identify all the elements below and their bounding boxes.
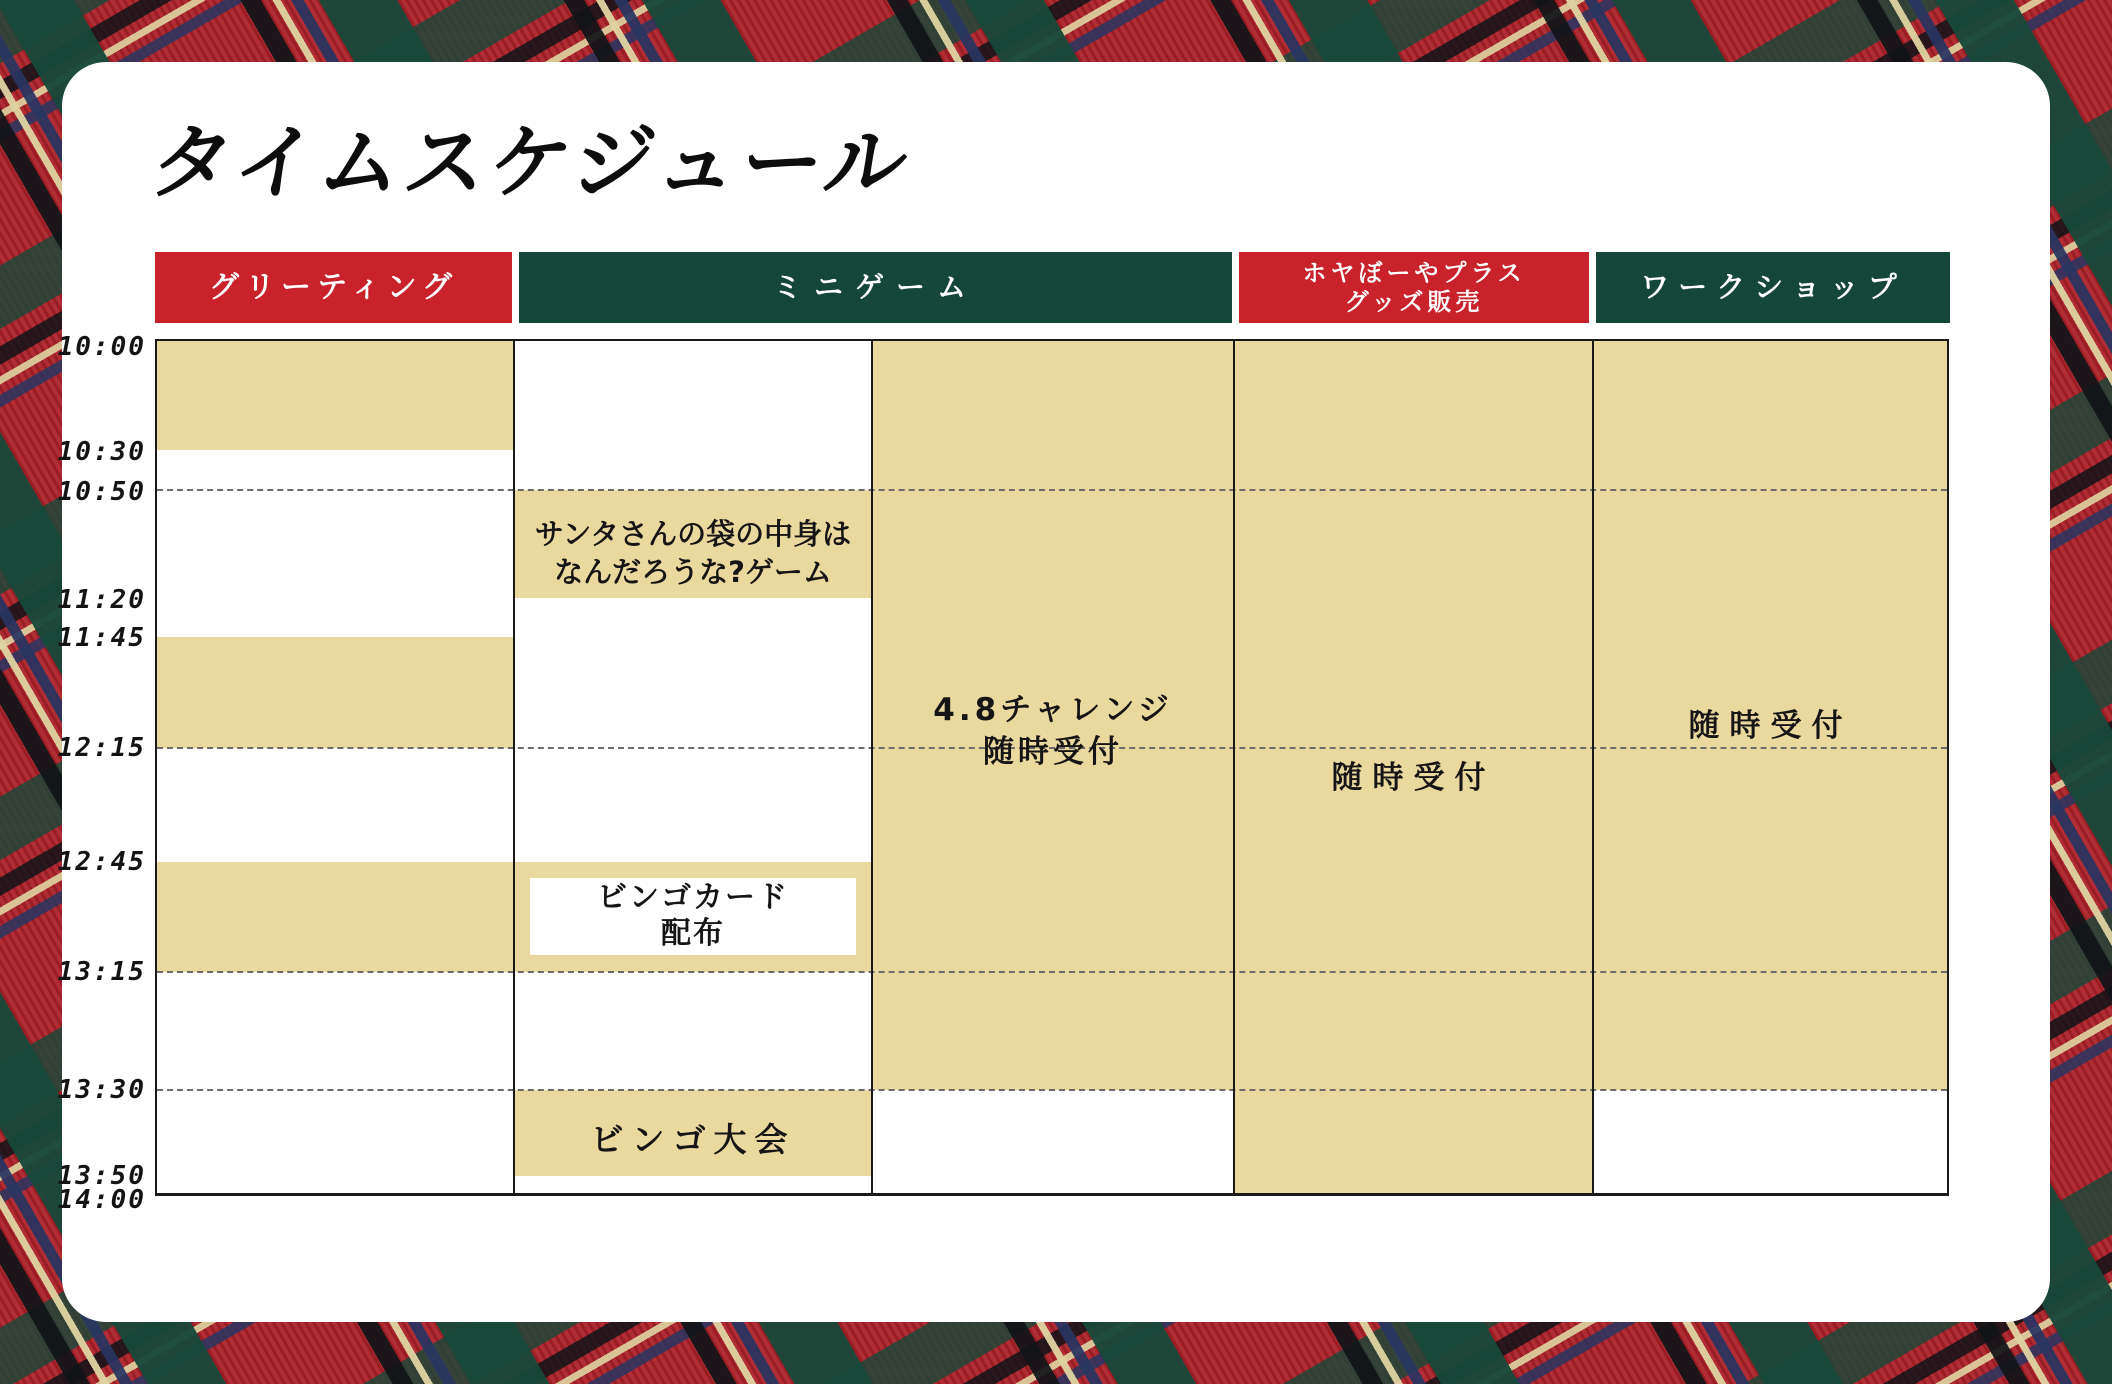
time-label-1050: 10:50 [57, 477, 146, 507]
table-bottom-border [155, 1193, 1949, 1196]
table-top-border [155, 339, 1949, 341]
event-challenge [873, 690, 1233, 774]
greeting-slot-1145-1215 [157, 637, 513, 748]
page-title: タイムスケジュール [144, 116, 917, 211]
gridline-dashed-1050 [157, 489, 1947, 491]
time-label-1245: 12:45 [57, 847, 146, 877]
event-bingo-card [530, 880, 856, 952]
column-header-workshop-label: ワークショップ [1640, 270, 1906, 305]
event-challenge-line2: 随時受付 [983, 733, 1123, 770]
time-label-1030: 10:30 [57, 437, 146, 467]
table-right-border [1947, 339, 1949, 1196]
column-divider-4 [1592, 339, 1594, 1196]
gridline-dashed-1315 [157, 971, 1947, 973]
column-header-goods-line1: ホヤぼーやプラス [1302, 258, 1526, 287]
column-header-minigame [519, 252, 1232, 323]
time-label-1145: 11:45 [57, 623, 146, 653]
event-goods-reception: 随時受付 [1331, 760, 1496, 796]
event-workshop-reception: 随時受付 [1688, 708, 1853, 744]
column-header-greeting [155, 252, 512, 323]
time-label-1215: 12:15 [57, 733, 146, 763]
event-bingo-card-line1: ビンゴカード [597, 880, 789, 915]
event-santa-game-line1: サンタさんの袋の中身は [534, 517, 852, 551]
column-divider-1 [513, 339, 515, 1196]
event-santa-game-line2: なんだろうな?ゲーム [554, 554, 832, 589]
column-header-minigame-label: ミニゲーム [772, 270, 978, 305]
event-bingo-card-line2: 配布 [661, 916, 725, 951]
event-challenge-line1: 4.8チャレンジ [933, 692, 1173, 728]
event-santa-game [505, 516, 881, 591]
time-label-1000: 10:00 [57, 332, 146, 362]
column-header-workshop [1596, 252, 1950, 323]
time-label-1330: 13:30 [57, 1075, 146, 1105]
event-bingo-tournament: ビンゴ大会 [590, 1120, 796, 1159]
greeting-slot-1245-1315 [157, 862, 513, 972]
column-header-goods-line2: グッズ販売 [1344, 287, 1484, 316]
column-header-greeting-label: グリーティング [209, 269, 458, 305]
time-label-1400: 14:00 [57, 1185, 146, 1215]
gridline-dashed-1330 [157, 1089, 1947, 1091]
greeting-slot-1000-1030 [157, 341, 513, 450]
time-label-1350: 13:50 [57, 1161, 146, 1191]
column-header-goods [1239, 252, 1589, 323]
table-left-border [155, 339, 157, 1196]
time-label-1120: 11:20 [57, 585, 146, 615]
time-label-1315: 13:15 [57, 957, 146, 987]
